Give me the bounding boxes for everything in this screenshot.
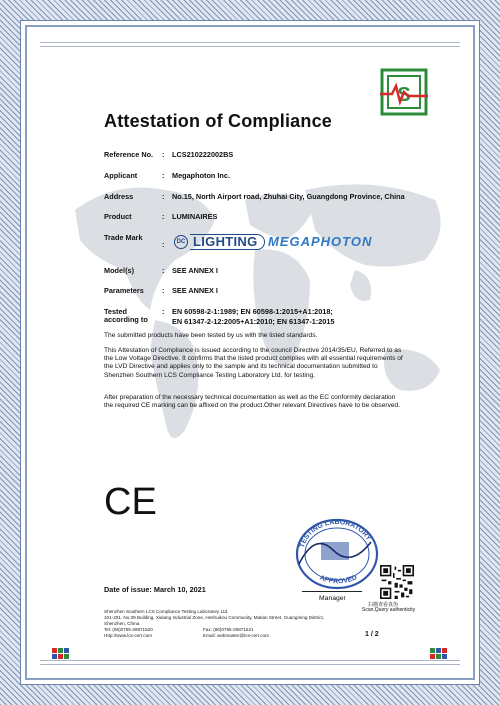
lighting-wordmark: LIGHTING bbox=[190, 234, 265, 250]
trademark-lighting-logo bbox=[174, 234, 265, 250]
issue-date: Date of issue: March 10, 2021 bbox=[104, 585, 206, 594]
page-number: 1 / 2 bbox=[365, 631, 379, 638]
field-value: EN 61347-2-12:2005+A1:2010; EN 61347-1:2015 bbox=[172, 317, 335, 326]
ce-mark bbox=[104, 480, 164, 520]
field-label: Model(s) bbox=[104, 266, 134, 275]
page-title: Attestation of Compliance bbox=[104, 111, 333, 131]
qr-caption-english: Scan,Query authenticity bbox=[362, 607, 416, 613]
field-label: according to bbox=[104, 315, 148, 324]
paragraph-tested-statement: The submitted products have been tested by us with the listed standards. bbox=[104, 332, 318, 339]
ce-mark-text: CE bbox=[104, 481, 157, 520]
stamp-top-text: TESTING LABORATORY bbox=[298, 518, 372, 549]
field-value: LCS210222002BS bbox=[172, 150, 234, 159]
field-colon: : bbox=[162, 171, 165, 180]
footer-website[interactable]: Http://www.lcs-cert.com bbox=[104, 633, 152, 638]
field-colon: : bbox=[162, 150, 165, 159]
field-label: Applicant bbox=[104, 171, 138, 180]
field-value: EN 60598-2-1:1989; EN 60598-1:2015+A1:2018; bbox=[172, 307, 333, 316]
qr-caption-chinese: 扫描查看真伪 bbox=[368, 602, 399, 608]
svg-text:APPROVED bbox=[318, 574, 358, 585]
corner-decoration-right bbox=[430, 648, 447, 659]
footer-email[interactable]: Email: webmaster@lcs-cert.com bbox=[203, 633, 269, 638]
field-colon: : bbox=[162, 212, 165, 221]
field-colon: : bbox=[162, 307, 165, 316]
field-label: Reference No. bbox=[104, 150, 154, 159]
field-label: Parameters bbox=[104, 286, 144, 295]
approved-stamp bbox=[285, 512, 385, 592]
field-colon: : bbox=[162, 286, 165, 295]
signatory-title: Manager bbox=[319, 595, 346, 602]
svg-text:S: S bbox=[397, 84, 411, 106]
lighting-mark-icon: DC bbox=[174, 235, 188, 249]
field-label: Address bbox=[104, 192, 134, 201]
paragraph-ce-marking: After preparation of the necessary technical documentation as well as the EC conformity declaration the required CE marking can be affixed on the product.Other relevant Directives have to be observed. bbox=[104, 394, 401, 410]
footer-address-line1: 101-201, No.39 Building, Xialang Industrial Zone, Heshuikou Community, Matian Street, Guangming District, bbox=[104, 615, 325, 620]
footer-address-line2: Shenzhen, China bbox=[104, 621, 140, 626]
bottom-rule bbox=[40, 660, 460, 665]
field-value: No.15, North Airport road, Zhuhai City, Guangdong Province, China bbox=[172, 192, 405, 201]
field-value: LUMINAIRES bbox=[172, 212, 218, 221]
field-label: Product bbox=[104, 212, 132, 221]
corner-decoration-left bbox=[52, 648, 69, 659]
footer-company: Shenzhen Southern LCS Compliance Testing Laboratory Ltd. bbox=[104, 609, 229, 614]
field-value: SEE ANNEX I bbox=[172, 286, 218, 295]
field-colon: : bbox=[162, 240, 165, 249]
signature-line bbox=[302, 591, 362, 592]
stamp-bottom-text: APPROVED bbox=[318, 574, 359, 586]
field-colon: : bbox=[162, 192, 165, 201]
footer-fax: Fax: (86)0755-29871521 bbox=[203, 627, 254, 632]
qr-code bbox=[380, 565, 414, 599]
field-label: Tested bbox=[104, 307, 127, 316]
trademark-megaphoton-logo: MEGAPHOTON bbox=[268, 234, 373, 249]
paragraph-attestation: This Attestation of Compliance is issued according to the council Directive 2014/35/EU, Referred to as the Low Voltage Directive. It confirms that the listed product complies with all essential requirements of the LVD Directive and applies only to the sample and its technical documentation submitted to Shenzhen Southern LCS Compliance Testing Laboratory Ltd. for testing. bbox=[104, 347, 403, 379]
footer-tel: Tel: (86)0755-29871520 bbox=[104, 627, 153, 632]
field-colon: : bbox=[162, 266, 165, 275]
field-value: SEE ANNEX I bbox=[172, 266, 218, 275]
field-value: Megaphoton Inc. bbox=[172, 171, 230, 180]
field-label: Trade Mark bbox=[104, 233, 143, 242]
lcs-logo-icon bbox=[380, 68, 428, 116]
top-rule bbox=[40, 42, 460, 47]
